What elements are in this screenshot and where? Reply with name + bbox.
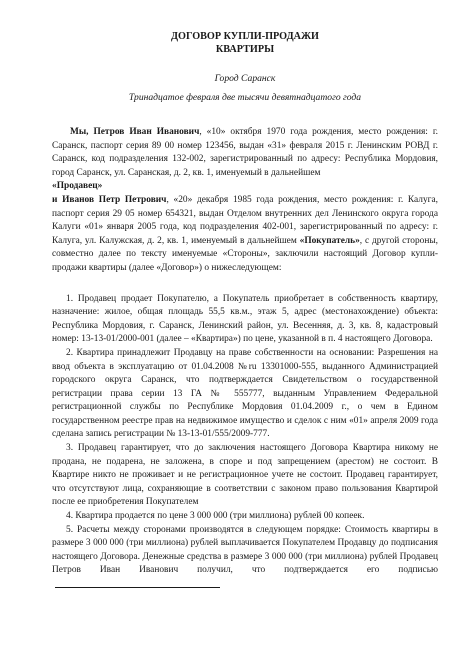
seller-role: «Продавец» bbox=[52, 181, 103, 192]
section-gap bbox=[52, 276, 438, 293]
contract-date: Тринадцатое февраля две тысячи девятнадцатого года bbox=[128, 92, 362, 103]
clause-5-text: 5. Расчеты между сторонами производятся в следующем порядке: Стоимость квартиры в размере 3 000 000 (три миллиона) рублей выплачивается Покупателем Продавцу до подписания настоящего Договора. Денежные средства в размере 3 000 000 (три миллиона) рублей Продавец Петров Иван Иванович получил, что подтверждается его подписью bbox=[52, 524, 438, 576]
clause-3: 3. Продавец гарантирует, что до заключения настоящего Договора Квартира никому не продана, не подарена, не заложена, в споре и под запрещением (арестом) не состоит. В Квартире никто не проживает и не регистрационное учете не состоит. Продавец гарантирует, что отсутствуют лица, сохраняющие в соответствии с законом право пользования Квартирой после ее приобретения Покупателем bbox=[52, 443, 438, 508]
clause-1: 1. Продавец продает Покупателю, а Покупатель приобретает в собственность квартиру, назначение: жилое, общая площадь 55,5 кв.м., этаж 5, адрес (местонахождение) объекта: Республика Мордовия, г. Саранск, Ленинский район, ул. Весенняя, д. 3, кв. 8, кадастровый номер: 13-13-01/2000-001 (далее – «Квартира») по цене, указанной в п. 4 настоящего Договора. bbox=[52, 293, 438, 345]
buyer-details-2: , с другой стороны, совместно далее по тексту именуемые «Стороны», заключили настоящий Договор купли-продажи квартиры (далее «Договор») о нижеследующем: bbox=[52, 235, 438, 273]
clause-5 bbox=[52, 524, 438, 594]
seller-name: Мы, Петров Иван Иванович bbox=[70, 127, 200, 137]
clause-4: 4. Квартира продается по цене 3 000 000 (три миллиона) рублей 00 копеек. bbox=[66, 511, 365, 522]
document-title-line1: ДОГОВОР КУПЛИ-ПРОДАЖИ bbox=[171, 31, 319, 42]
buyer-paragraph bbox=[52, 194, 438, 276]
buyer-details-1: , «20» декабря 1985 года рождения, место рождения: г. Калуга, паспорт серия 29 05 номер 654321, выдан Отделом внутренних дел Ленинского округа города Калуги «01» января 2005 года, код подразделения 402-001, зарегистрированный по адресу: г. Калуга, ул. Калужская, д. 2, кв. 1, именуемый в дальнейшем bbox=[52, 194, 439, 246]
contract-city: Город Саранск bbox=[214, 73, 276, 84]
seller-details: , «10» октября 1970 года рождения, место рождения: г. Саранск, паспорт серия 89 00 номер 123456, выдан «31» февраля 2015 г. Ленинским РОВД г. Саранск, код подразделения 132-002, зарегистрированный по адресу: Республика Мордовия, город Саранск, ул. Саранская, д. 2, кв. 1, именуемый в дальнейшем bbox=[52, 127, 438, 178]
seller-paragraph bbox=[52, 126, 438, 180]
seller-role-line bbox=[52, 180, 438, 194]
buyer-name: и Иванов Петр Петрович bbox=[52, 194, 167, 205]
clause-2: 2. Квартира принадлежит Продавцу на праве собственности на основании: Разрешения на ввод объекта в эксплуатацию от 01.04.2008 №ru 13301000-555, выданного Администрацией городского округа Саранск, что подтверждается Свидетельством о государственной регистрации права серии 13 ГА № 555777, выданным Управлением Федеральной регистрационной службы по Республике Мордовия 01.04.2009 г., о чем в Едином государственном реестре прав на недвижимое имущество и сделок с ним «01» апреля 2009 года сделана запись регистрации № 13-13-01/555/2009-777. bbox=[52, 347, 438, 440]
buyer-role: «Покупатель» bbox=[299, 235, 360, 246]
document-title-line2: КВАРТИРЫ bbox=[215, 44, 275, 55]
signature-line bbox=[55, 578, 220, 588]
